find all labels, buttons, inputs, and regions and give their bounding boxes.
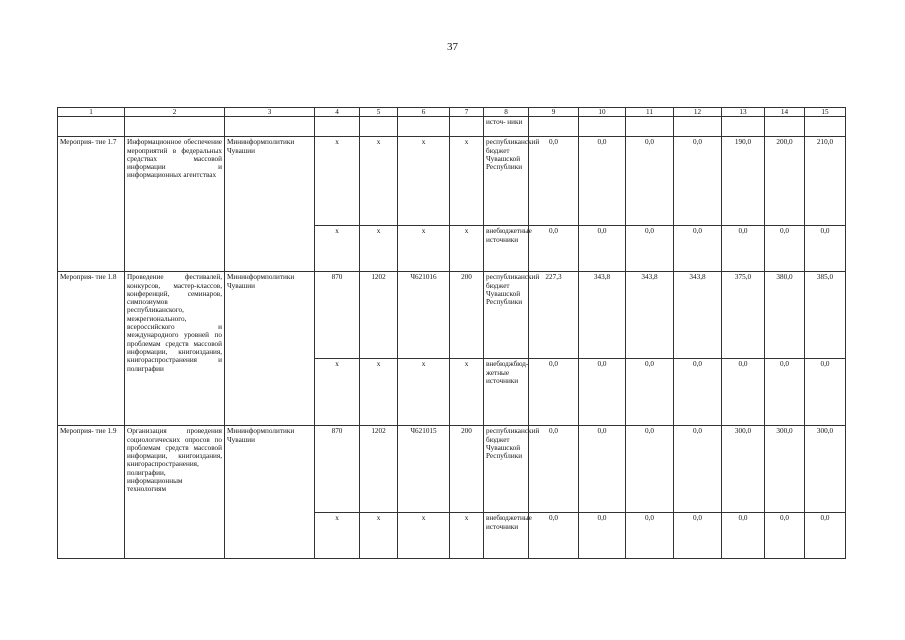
executor-cell: Мининформполитики Чувашии (225, 272, 315, 426)
code-cell: x (315, 513, 360, 559)
value-cell: 343,8 (674, 272, 722, 359)
code-cell: x (450, 226, 484, 272)
column-number-row (58, 108, 846, 117)
col-header: 13 (722, 108, 765, 117)
value-cell: 380,0 (765, 272, 805, 359)
code-cell: 870 (315, 426, 360, 513)
measure-cell: Мероприя- тие 1.7 (58, 137, 125, 272)
code-cell: x (360, 137, 398, 226)
executor-cell: Мининформполитики Чувашии (225, 426, 315, 559)
funding-source: республиканский бюджет Чувашской Республики (484, 426, 529, 513)
value-cell: 375,0 (722, 272, 765, 359)
value-cell: 0,0 (579, 137, 626, 226)
col-header: 7 (450, 108, 484, 117)
code-cell: x (450, 137, 484, 226)
value-cell: 300,0 (805, 426, 846, 513)
funding-source: республиканский бюджет Чувашской Республики (484, 137, 529, 226)
value-cell: 200,0 (765, 137, 805, 226)
col-header: 11 (626, 108, 674, 117)
value-cell: 0,0 (722, 359, 765, 426)
value-cell: 343,8 (579, 272, 626, 359)
code-cell: x (360, 359, 398, 426)
col-header: 14 (765, 108, 805, 117)
value-cell: 0,0 (674, 513, 722, 559)
funding-source: внебюджетные источники (484, 513, 529, 559)
value-cell: 0,0 (579, 226, 626, 272)
description-cell: Проведение фестивалей, конкурсов, мастер-классов, конференций, семинаров, симпозиумов республиканского, межрегионального, всероссийского и международного уровней по проблемам средств массовой информации, книгоиздания, книгораспространения и полиграфии (125, 272, 225, 426)
col-header: 1 (58, 108, 125, 117)
value-cell: 0,0 (626, 426, 674, 513)
code-cell: Ч621015 (398, 426, 450, 513)
value-cell: 0,0 (674, 426, 722, 513)
col-header: 3 (225, 108, 315, 117)
measure-cell: Мероприя- тие 1.8 (58, 272, 125, 426)
col-header: 8 (484, 108, 529, 117)
col-header: 4 (315, 108, 360, 117)
funding-source: источ- ники (484, 117, 529, 137)
measure-cell: Мероприя- тие 1.9 (58, 426, 125, 559)
value-cell: 0,0 (805, 513, 846, 559)
value-cell: 0,0 (626, 513, 674, 559)
value-cell: 0,0 (529, 137, 579, 226)
col-header: 12 (674, 108, 722, 117)
code-cell: x (315, 359, 360, 426)
table-row (58, 272, 846, 359)
col-header: 10 (579, 108, 626, 117)
value-cell: 227,3 (529, 272, 579, 359)
value-cell: 0,0 (805, 359, 846, 426)
continuation-row (58, 117, 846, 137)
funding-source: республиканский бюджет Чувашской Республики (484, 272, 529, 359)
table-row (58, 137, 846, 226)
value-cell: 0,0 (805, 226, 846, 272)
value-cell: 0,0 (722, 513, 765, 559)
value-cell: 0,0 (765, 359, 805, 426)
value-cell: 343,8 (626, 272, 674, 359)
code-cell: x (450, 513, 484, 559)
value-cell: 0,0 (674, 359, 722, 426)
value-cell: 190,0 (722, 137, 765, 226)
code-cell: x (315, 226, 360, 272)
value-cell: 0,0 (579, 513, 626, 559)
value-cell: 0,0 (626, 137, 674, 226)
value-cell: 0,0 (529, 226, 579, 272)
page-number: 37 (447, 41, 458, 53)
value-cell: 0,0 (529, 426, 579, 513)
code-cell: 200 (450, 426, 484, 513)
col-header: 9 (529, 108, 579, 117)
col-header: 2 (125, 108, 225, 117)
value-cell: 385,0 (805, 272, 846, 359)
value-cell: 0,0 (674, 226, 722, 272)
code-cell: x (398, 513, 450, 559)
code-cell: x (398, 359, 450, 426)
funding-source: внебюджетные источники (484, 226, 529, 272)
executor-cell: Мининформполитики Чувашии (225, 137, 315, 272)
description-cell: Организация проведения социологических опросов по проблемам средств массовой информации, книгоиздания, книгораспространения, полиграфии, информационным технологиям (125, 426, 225, 559)
code-cell: x (398, 226, 450, 272)
code-cell: 1202 (360, 426, 398, 513)
value-cell: 0,0 (529, 513, 579, 559)
value-cell: 0,0 (626, 226, 674, 272)
col-header: 5 (360, 108, 398, 117)
value-cell: 0,0 (579, 426, 626, 513)
value-cell: 300,0 (722, 426, 765, 513)
code-cell: x (398, 137, 450, 226)
value-cell: 300,0 (765, 426, 805, 513)
col-header: 15 (805, 108, 846, 117)
code-cell: Ч621016 (398, 272, 450, 359)
col-header: 6 (398, 108, 450, 117)
table-row (58, 426, 846, 513)
value-cell: 0,0 (529, 359, 579, 426)
code-cell: 870 (315, 272, 360, 359)
value-cell: 0,0 (626, 359, 674, 426)
code-cell: 200 (450, 272, 484, 359)
value-cell: 210,0 (805, 137, 846, 226)
code-cell: x (450, 359, 484, 426)
funding-source: внебюджбюд- жетные источники (484, 359, 529, 426)
value-cell: 0,0 (579, 359, 626, 426)
value-cell: 0,0 (674, 137, 722, 226)
code-cell: 1202 (360, 272, 398, 359)
value-cell: 0,0 (765, 513, 805, 559)
value-cell: 0,0 (722, 226, 765, 272)
budget-table (57, 107, 846, 559)
code-cell: x (360, 513, 398, 559)
description-cell: Информационное обеспечение мероприятий в федеральных средствах массовой информации и информационных агентствах (125, 137, 225, 272)
code-cell: x (360, 226, 398, 272)
code-cell: x (315, 137, 360, 226)
value-cell: 0,0 (765, 226, 805, 272)
